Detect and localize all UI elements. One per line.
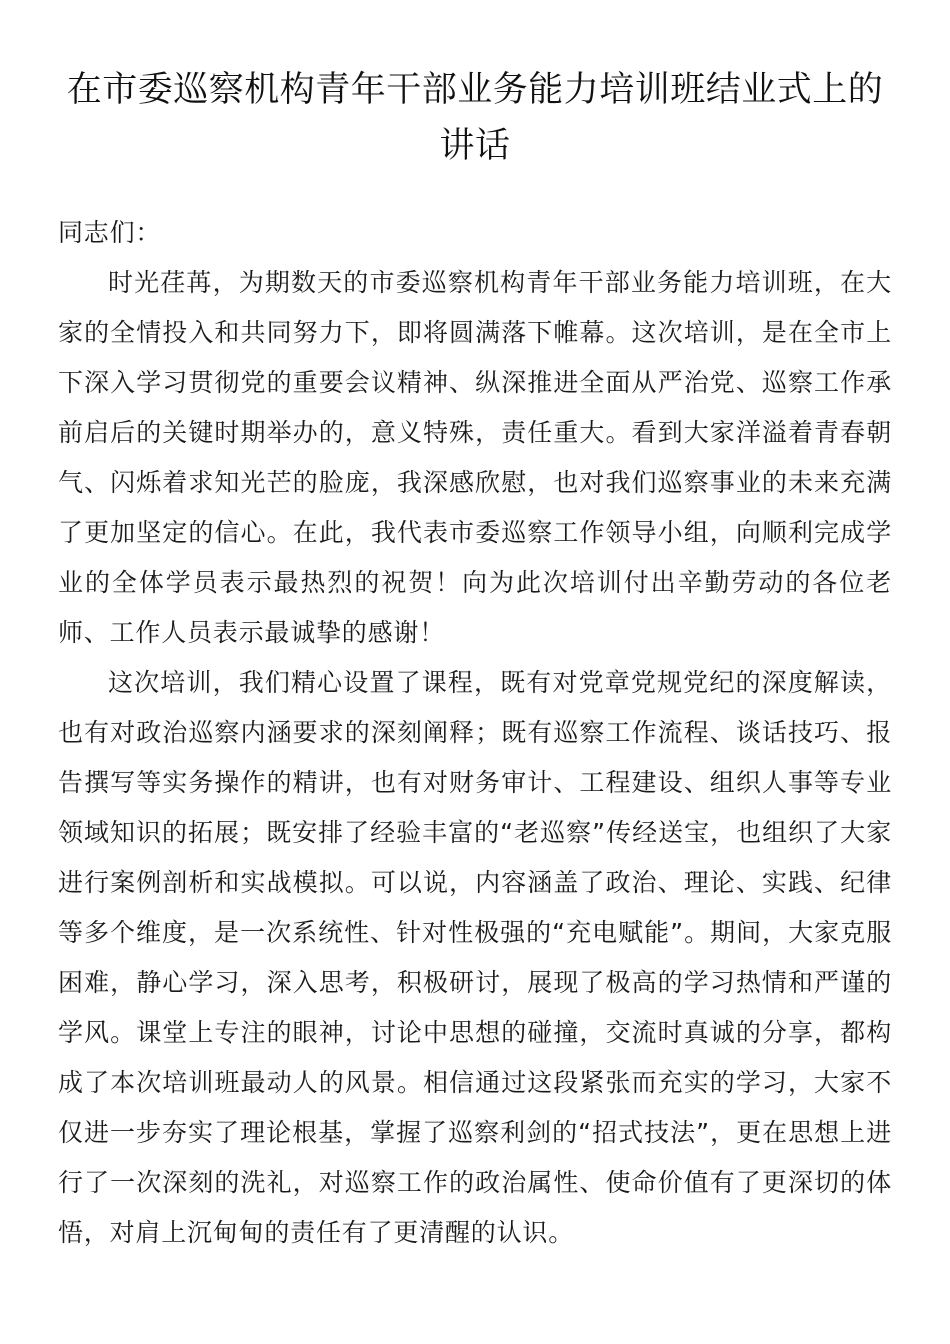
paragraph-2: 这次培训，我们精心设置了课程，既有对党章党规党纪的深度解读，也有对政治巡察内涵要求的深刻阐释；既有巡察工作流程、谈话技巧、报告撰写等实务操作的精讲，也有对财务审计、工程建设、组织人事等专业领域知识的拓展；既安排了经验丰富的“老巡察”传经送宝，也组织了大家进行案例剖析和实战模拟。可以说，内容涵盖了政治、理论、实践、纪律等多个维度，是一次系统性、针对性极强的“充电赋能”。期间，大家克服困难，静心学习，深入思考，积极研讨，展现了极高的学习热情和严谨的学风。课堂上专注的眼神，讨论中思想的碰撞，交流时真诚的分享，都构成了本次培训班最动人的风景。相信通过这段紧张而充实的学习，大家不仅进一步夯实了理论根基，掌握了巡察利剑的“招式技法”，更在思想上进行了一次深刻的洗礼，对巡察工作的政治属性、使命价值有了更深切的体悟，对肩上沉甸甸的责任有了更清醒的认识。 bbox=[58, 668, 892, 1247]
document-title: 在市委巡察机构青年干部业务能力培训班结业式上的讲话 bbox=[66, 70, 884, 166]
paragraph-1: 时光荏苒，为期数天的市委巡察机构青年干部业务能力培训班，在大家的全情投入和共同努力下，即将圆满落下帷幕。这次培训，是在全市上下深入学习贯彻党的重要会议精神、纵深推进全面从严治党、巡察工作承前启后的关键时期举办的，意义特殊，责任重大。看到大家洋溢着青春朝气、闪烁着求知光芒的脸庞，我深感欣慰，也对我们巡察事业的未来充满了更加坚定的信心。在此，我代表市委巡察工作领导小组，向顺利完成学业的全体学员表示最热烈的祝贺！向为此次培训付出辛勤劳动的各位老师、工作人员表示最诚挚的感谢！ bbox=[58, 268, 892, 647]
salutation: 同志们： bbox=[58, 218, 162, 247]
